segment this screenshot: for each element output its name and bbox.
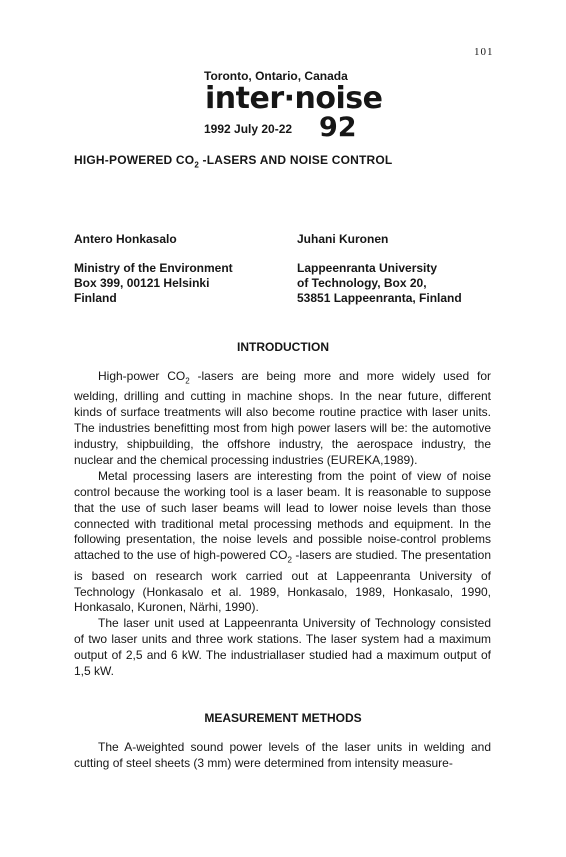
- affiliation-line: Ministry of the Environment: [74, 261, 233, 275]
- title-part-2: -LASERS AND NOISE CONTROL: [199, 153, 393, 167]
- subscript: 2: [287, 555, 292, 565]
- paragraph: [74, 369, 491, 469]
- paragraph: The A-weighted sound power levels of the laser units in welding and cutting of steel sheets (3 mm) were determined from intensity measure-: [74, 740, 491, 770]
- text-run: -lasers are studied. The presentation is based on research work carried out at Lappeenranta University of Technology (Honkasalo et al. 1989, Honkasalo, 1989, Honkasalo, 1990, Honkasalo, Kuronen, Närhi, 1990).: [74, 548, 491, 615]
- affiliation-line: Finland: [74, 291, 117, 305]
- conference-year: 92: [319, 112, 357, 143]
- affiliation-line: Lappeenranta University: [297, 261, 438, 275]
- affiliation-line: 53851 Lappeenranta, Finland: [297, 291, 462, 305]
- author-affiliation-1: [74, 261, 233, 306]
- section-heading-introduction: INTRODUCTION: [237, 340, 329, 354]
- text-run: -lasers are being more and more widely used for welding, drilling and cutting in machine shops. In the near future, different kinds of surface treatments will also become routine practice with laser units. The industries benefitting most from high power lasers will be: the automotive industry, shipbuilding, the offshore industry, the aerospace industry, the nuclear and the chemical processing industries (EUREKA,1989).: [74, 369, 491, 467]
- section-heading-methods: MEASUREMENT METHODS: [204, 711, 362, 725]
- text-run: High-power CO: [98, 369, 186, 383]
- subscript: 2: [185, 376, 190, 386]
- affiliation-line: of Technology, Box 20,: [297, 276, 427, 290]
- introduction-body: [74, 369, 491, 680]
- conference-date: 1992 July 20-22: [204, 122, 293, 136]
- page-number: 101: [474, 46, 494, 58]
- paper-title: [74, 153, 392, 169]
- conference-location: Toronto, Ontario, Canada: [204, 69, 348, 83]
- methods-body: [74, 740, 491, 772]
- title-subscript: 2: [194, 160, 199, 170]
- author-affiliation-2: [297, 261, 462, 306]
- paragraph: The laser unit used at Lappeenranta University of Technology consisted of two laser units and three work stations. The laser system had a maximum output of 2,5 and 6 kW. The industriallaser studied had a maximum output of 1,5 kW.: [74, 616, 491, 679]
- conference-logo: inter·noise: [205, 81, 383, 116]
- affiliation-line: Box 399, 00121 Helsinki: [74, 276, 210, 290]
- author-name-2: Juhani Kuronen: [297, 232, 389, 246]
- paragraph: [74, 469, 491, 617]
- title-part-1: HIGH-POWERED CO: [74, 153, 195, 167]
- text-run: Metal processing lasers are interesting from the point of view of noise control because the working tool is a laser beam. It is reasonable to suppose that the use of such laser beams will lead to lower noise levels than those connected with traditional metal processing methods and equipment. In the following presentation, the noise levels and possible noise-control problems attached to the use of high-powered CO: [74, 468, 491, 563]
- author-name-1: Antero Honkasalo: [74, 232, 177, 246]
